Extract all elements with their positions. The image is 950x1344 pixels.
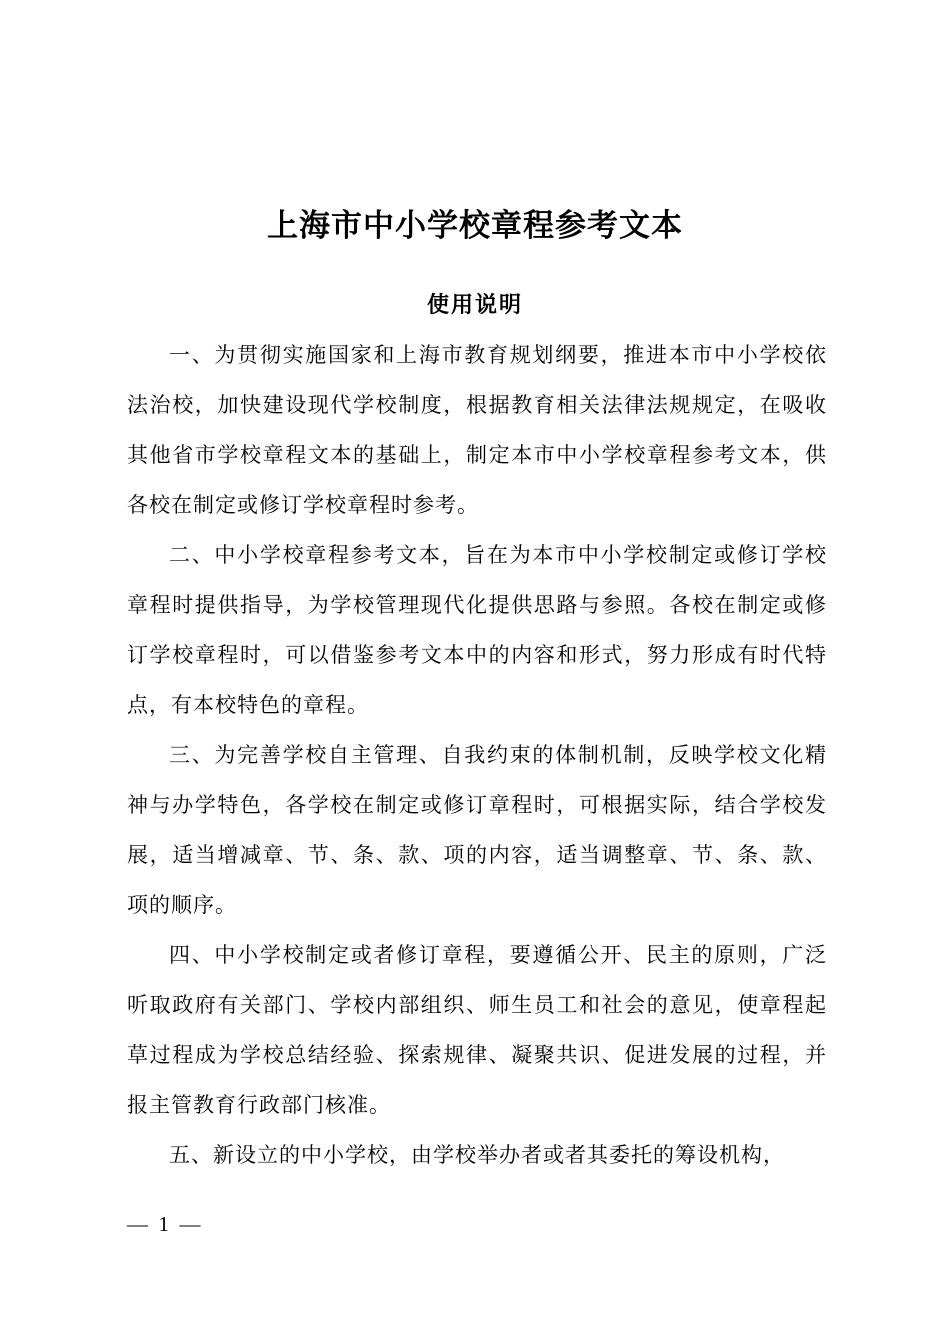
paragraph-1: 一、为贯彻实施国家和上海市教育规划纲要，推进本市中小学校依法治校，加快建设现代学校制度，根据教育相关法律法规规定，在吸收其他省市学校章程文本的基础上，制定本市中小学校章程参考文本，供各校在制定或修订学校章程时参考。 — [127, 343, 827, 517]
paragraph-2: 二、中小学校章程参考文本，旨在为本市中小学校制定或修订学校章程时提供指导，为学校管理现代化提供思路与参照。各校在制定或修订学校章程时，可以借鉴参考文本中的内容和形式，努力形成有时代特点，有本校特色的章程。 — [127, 543, 827, 717]
paragraph-3: 三、为完善学校自主管理、自我约束的体制机制，反映学校文化精神与办学特色，各学校在制定或修订章程时，可根据实际，结合学校发展，适当增减章、节、条、款、项的内容，适当调整章、节、条、款、项的顺序。 — [127, 743, 827, 917]
document-body — [127, 330, 827, 1180]
paragraph-4: 四、中小学校制定或者修订章程，要遵循公开、民主的原则，广泛听取政府有关部门、学校内部组织、师生员工和社会的意见，使章程起草过程成为学校总结经验、探索规律、凝聚共识、促进发展的过程，并报主管教育行政部门核准。 — [127, 943, 827, 1117]
paragraph-5: 五、新设立的中小学校，由学校举办者或者其委托的筹设机构， — [169, 1143, 785, 1167]
document-subtitle: 使用说明 — [426, 293, 523, 318]
document-title: 上海市中小学校章程参考文本 — [267, 208, 683, 244]
page-number: — 1 — — [127, 1212, 201, 1236]
